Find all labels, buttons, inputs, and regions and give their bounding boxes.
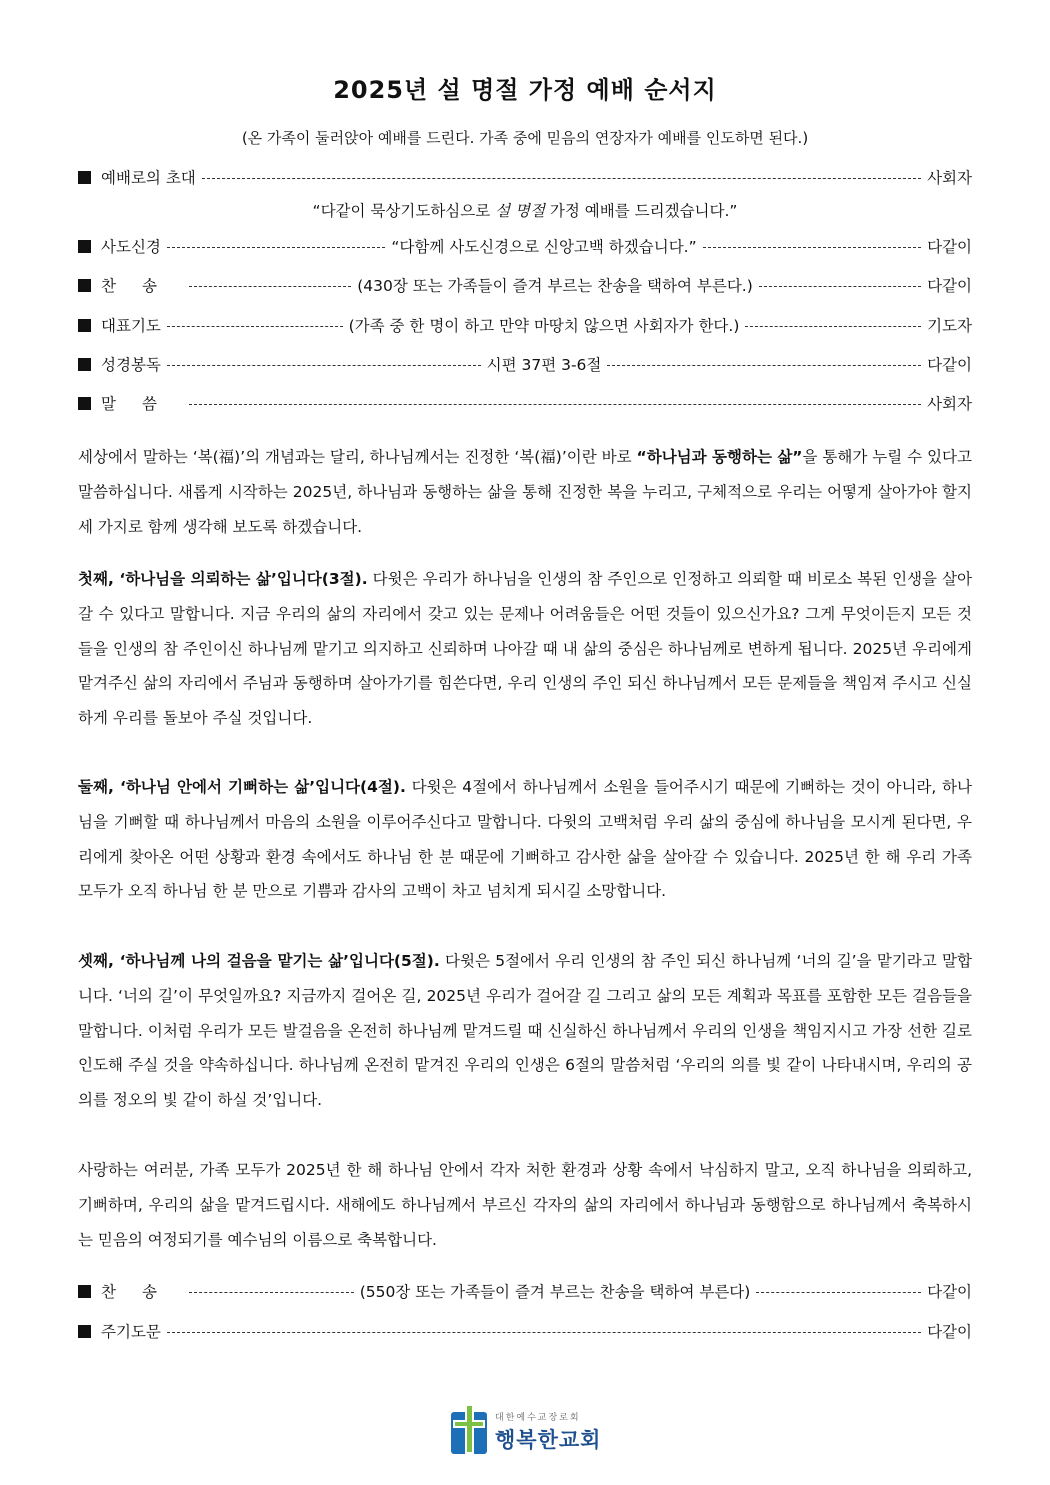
- order-role: 다같이: [927, 1283, 973, 1301]
- intro-text-end: 을 통해가 누릴 수 있다고 말씀하십니다. 새롭게 시작하는 2025년, 하나님과 동행하는 삶을 통해 진정한 복을 누리고, 구체적으로 우리는 어떻게 살아가야 할지 세 가지로 함께 생각해 보도록 하겠습니다.: [78, 448, 972, 536]
- order-label: 예배로의 초대: [101, 169, 196, 187]
- page-subtitle: (온 가족이 둘러앉아 예배를 드린다. 가족 중에 믿음의 연장자가 예배를 인도하면 된다.): [241, 129, 809, 147]
- order-role: 사회자: [927, 169, 972, 187]
- dotted-leader: [167, 365, 481, 366]
- order-label: 찬송: [101, 277, 183, 295]
- order-role: 기도자: [927, 317, 973, 335]
- point-heading: 셋째, ‘하나님께 나의 걸음을 맡기는 삶’입니다(5절).: [78, 952, 440, 970]
- order-description: “다함께 사도신경으로 신앙고백 하겠습니다.”: [391, 238, 697, 256]
- intro-text: 세상에서 말하는 ‘복(福)’의 개념과는 달리, 하나님께서는 진정한 ‘복(福)’이란 바로: [78, 448, 637, 466]
- invitation-quote: [0, 199, 1050, 221]
- order-item-lords-prayer: [78, 1318, 972, 1344]
- bullet-square-icon: [78, 319, 91, 332]
- order-item-hymn: [78, 272, 972, 298]
- dotted-leader: [759, 286, 921, 287]
- dotted-leader: [703, 247, 921, 248]
- sermon-intro: [78, 440, 972, 544]
- intro-emphasis: “하나님과 동행하는 삶”: [636, 448, 803, 466]
- bullet-square-icon: [78, 1285, 91, 1298]
- order-item-creed: [78, 233, 972, 259]
- order-item-invitation: [78, 164, 972, 190]
- order-label: 주기도문: [101, 1323, 161, 1341]
- logo-denomination: 대한예수교장로회: [495, 1413, 581, 1423]
- page-title: 2025년 설 명절 가정 예배 순서지: [333, 76, 717, 104]
- order-item-closing-hymn: [78, 1278, 972, 1304]
- bullet-square-icon: [78, 279, 91, 292]
- order-description: (430장 또는 가족들이 즐겨 부르는 찬송을 택하여 부른다.): [357, 277, 753, 295]
- sermon-closing: 사랑하는 여러분, 가족 모두가 2025년 한 해 하나님 안에서 각자 처한 환경과 상황 속에서 낙심하지 말고, 오직 하나님을 의뢰하고, 기뻐하며, 우리의 삶을 맡겨드립시다. 새해에도 하나님께서 부르신 각자의 삶의 자리에서 하나님과 동행함으로 하나님께서 축복하시는 믿음의 여정되기를 예수님의 이름으로 축복합니다.: [78, 1161, 973, 1249]
- sermon-point-1: [78, 562, 972, 736]
- dotted-leader: [189, 1292, 354, 1293]
- quote-text: “다같이 묵상기도하심으로: [312, 202, 496, 220]
- dotted-leader: [167, 1332, 921, 1333]
- dotted-leader: [167, 247, 385, 248]
- point-body: 다윗은 5절에서 우리 인생의 참 주인 되신 하나님께 ‘너의 길’을 맡기라고 말합니다. ‘너의 길’이 무엇일까요? 지금까지 걸어온 길, 2025년 우리가 걸어갈 길 그리고 삶의 모든 계획과 목표를 포함한 모든 걸음들을 말합니다. 이처럼 우리가 모든 발걸음을 온전히 하나님께 맡겨드릴 때 신실하신 하나님께서 우리의 인생을 책임지시고 가장 선한 길로 인도해 주실 것을 약속하십니다. 하나님께 온전히 맡겨진 우리의 인생은 6절의 말씀처럼 ‘우리의 의를 빛 같이 나타내시며, 우리의 공의를 정오의 빛 같이 하실 것’입니다.: [78, 952, 972, 1110]
- cross-icon: [451, 1404, 487, 1454]
- order-label: 말씀: [101, 395, 183, 413]
- order-item-prayer: [78, 312, 972, 338]
- bullet-square-icon: [78, 1325, 91, 1338]
- order-item-scripture: [78, 351, 972, 377]
- logo-church-name: 행복한교회: [495, 1428, 602, 1452]
- dotted-leader: [189, 404, 921, 405]
- order-label: 성경봉독: [101, 356, 161, 374]
- point-body: 다윗은 우리가 하나님을 인생의 참 주인으로 인정하고 의뢰할 때 비로소 복된 인생을 살아갈 수 있다고 말합니다. 지금 우리의 삶의 자리에서 갖고 있는 문제나 어려움들은 어떤 것들이 있으신가요? 그게 무엇이든지 모든 것들을 인생의 참 주인이신 하나님께 맡기고 의지하고 신뢰하며 나아갈 때 내 삶의 중심은 하나님께로 변하게 됩니다. 2025년 우리에게 맡겨주신 삶의 자리에서 주님과 동행하며 살아가기를 힘쓴다면, 우리 인생의 주인 되신 하나님께서 모든 문제들을 책임져 주시고 신실하게 우리를 돌보아 주실 것입니다.: [78, 570, 972, 728]
- order-label: 찬송: [101, 1283, 183, 1301]
- order-role: 사회자: [927, 395, 972, 413]
- dotted-leader: [167, 326, 343, 327]
- bullet-square-icon: [78, 358, 91, 371]
- order-role: 다같이: [927, 1323, 972, 1341]
- order-description: 시편 37편 3-6절: [486, 356, 602, 374]
- point-body: 다윗은 4절에서 하나님께서 소원을 들어주시기 때문에 기뻐하는 것이 아니라, 하나님을 기뻐할 때 하나님께서 마음의 소원을 이루어주신다고 말합니다. 다윗의 고백처럼 우리 삶의 중심에 하나님을 모시게 된다면, 우리에게 찾아온 어떤 상황과 환경 속에서도 하나님 한 분 때문에 기뻐하고 감사한 삶을 살아갈 수 있습니다. 2025년 한 해 우리 가족 모두가 오직 하나님 한 분 만으로 기쁨과 감사의 고백이 차고 넘치게 되시길 소망합니다.: [78, 778, 973, 901]
- order-label: 사도신경: [101, 238, 161, 256]
- point-heading: 둘째, ‘하나님 안에서 기뻐하는 삶’입니다(4절).: [78, 778, 406, 796]
- order-label: 대표기도: [101, 317, 161, 335]
- quote-text-end: 가정 예배를 드리겠습니다.”: [545, 202, 738, 220]
- church-logo: [451, 1404, 611, 1458]
- order-item-sermon: [78, 390, 972, 416]
- order-description: (가족 중 한 명이 하고 만약 마땅치 않으면 사회자가 한다.): [348, 317, 740, 335]
- sermon-point-3: [78, 944, 972, 1118]
- quote-italic-text: 설 명절: [495, 202, 545, 220]
- dotted-leader: [745, 326, 921, 327]
- order-role: 다같이: [927, 356, 972, 374]
- order-role: 다같이: [927, 277, 972, 295]
- point-heading: 첫째, ‘하나님을 의뢰하는 삶’입니다(3절).: [78, 570, 368, 588]
- bullet-square-icon: [78, 171, 91, 184]
- bullet-square-icon: [78, 240, 91, 253]
- order-description: (550장 또는 가족들이 즐겨 부르는 찬송을 택하여 부른다): [359, 1283, 751, 1301]
- sermon-point-2: [78, 770, 972, 909]
- bullet-square-icon: [78, 397, 91, 410]
- order-role: 다같이: [927, 238, 972, 256]
- dotted-leader: [189, 286, 351, 287]
- dotted-leader: [202, 178, 921, 179]
- dotted-leader: [607, 365, 921, 366]
- dotted-leader: [756, 1292, 921, 1293]
